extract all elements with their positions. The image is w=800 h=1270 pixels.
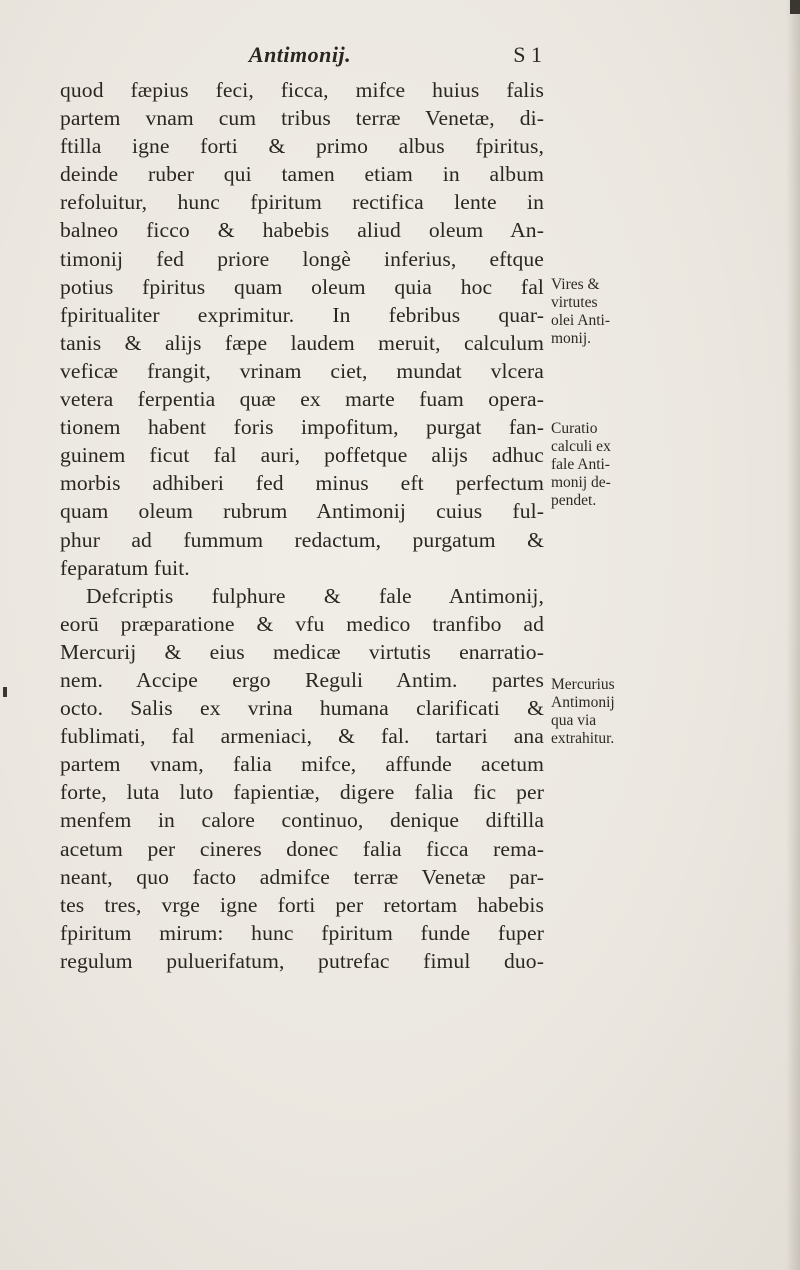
text-line: tanis & alijs fæpe laudem meruit, calculum [60, 330, 544, 355]
margin-note-line: monij de- [551, 474, 611, 491]
text-line: acetum per cineres donec falia ficca rema- [60, 836, 544, 861]
margin-blot [3, 687, 7, 697]
margin-note-line: Curatio [551, 420, 598, 437]
text-line: quam oleum rubrum Antimonij cuius ful- [60, 499, 544, 524]
page-edge-shadow [786, 0, 800, 1270]
text-line: partem vnam, falia mifce, affunde acetum [60, 752, 544, 777]
text-line: deinde ruber qui tamen etiam in album [60, 162, 544, 187]
text-line: octo. Salis ex vrina humana clarificati & [60, 696, 544, 721]
corner-mark [790, 0, 800, 14]
margin-note-line: fale Anti- [551, 456, 610, 473]
page-number: S 1 [513, 42, 542, 67]
text-line: neant, quo facto admifce terræ Venetæ par- [60, 864, 544, 889]
text-line: menfem in calore continuo, denique diftilla [60, 808, 544, 833]
text-line: partem vnam cum tribus terræ Venetæ, di- [60, 106, 544, 131]
text-line: Mercurij & eius medicæ virtutis enarratio- [60, 639, 544, 664]
text-line: tes tres, vrge igne forti per retortam habebis [60, 892, 544, 917]
margin-note-line: extrahitur. [551, 730, 615, 747]
margin-note-calculus [551, 420, 651, 510]
text-line: tionem habent foris impofitum, purgat fan- [60, 415, 544, 440]
margin-note-mercury [551, 676, 651, 748]
text-line: phur ad fummum redactum, purgatum & [60, 527, 544, 552]
text-line: quod fæpius feci, ficca, mifce huius falis [60, 78, 544, 102]
margin-note-line: Antimonij [551, 694, 615, 711]
text-line: veficæ frangit, vrinam ciet, mundat vlcera [60, 358, 544, 383]
text-line: guinem ficut fal auri, poffetque alijs adhuc [60, 443, 544, 468]
text-line: fpiritualiter exprimitur. In febribus quar- [60, 302, 544, 327]
text-line: nem. Accipe ergo Reguli Antim. partes [60, 667, 544, 692]
text-line: forte, luta luto fapientiæ, digere falia fic per [60, 780, 544, 805]
text-line: potius fpiritus quam oleum quia hoc fal [60, 274, 544, 299]
margin-note-line: virtutes [551, 294, 598, 311]
body-text [60, 76, 544, 975]
margin-note-line: Vires & [551, 276, 600, 293]
margin-note-line: qua via [551, 712, 597, 729]
running-title: Antimonij. [248, 42, 352, 67]
text-line: vetera ferpentia quæ ex marte fuam opera- [60, 387, 544, 412]
margin-note-line: pendet. [551, 492, 597, 509]
text-line: eorū præparatione & vfu medico tranfibo ad [60, 611, 544, 636]
text-line: fublimati, fal armeniaci, & fal. tartari ana [60, 724, 544, 749]
margin-note-virtues [551, 276, 651, 348]
text-line: morbis adhiberi fed minus eft perfectum [60, 471, 544, 496]
text-line: balneo ficco & habebis aliud oleum An- [60, 218, 544, 243]
text-line: ftilla igne forti & primo albus fpiritus, [60, 134, 544, 159]
text-line: Defcriptis fulphure & fale Antimonij, [86, 583, 544, 608]
text-line: refoluitur, hunc fpiritum rectifica lente in [60, 190, 544, 215]
margin-note-line: monij. [551, 330, 592, 347]
margin-note-line: calculi ex [551, 438, 611, 455]
margin-note-line: olei Anti- [551, 312, 610, 329]
text-line: regulum puluerifatum, putrefac fimul duo- [60, 948, 544, 973]
text-line: feparatum fuit. [60, 555, 190, 580]
text-line: fpiritum mirum: hunc fpiritum funde fuper [60, 920, 544, 945]
text-line: timonij fed priore longè inferius, eftque [60, 246, 544, 271]
margin-note-line: Mercurius [551, 676, 615, 693]
page-header [60, 40, 540, 74]
